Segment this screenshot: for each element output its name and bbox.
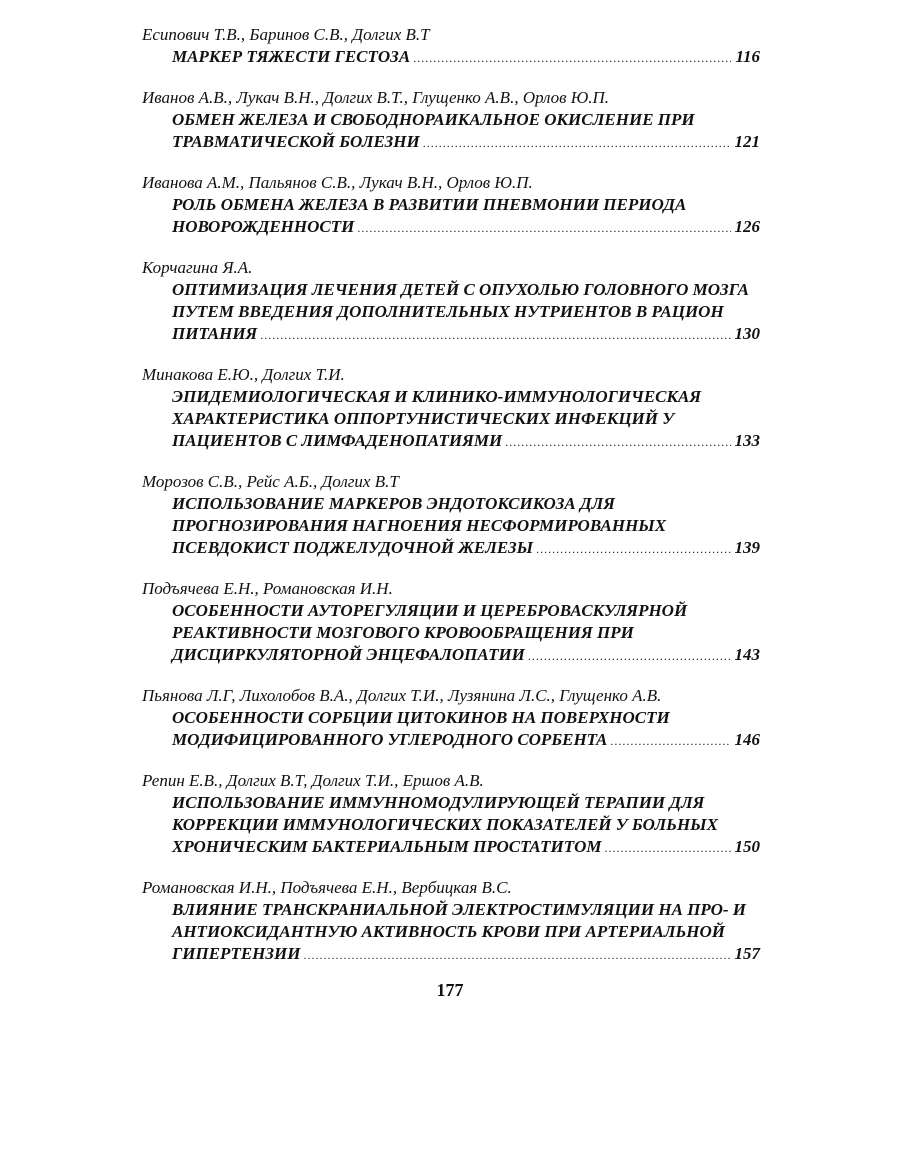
dot-leader [610,730,730,752]
entry-authors: Иванова А.М., Пальянов С.В., Лукач В.Н., Орлов Ю.П. [142,173,533,192]
entry-title-line: ОСОБЕННОСТИ СОРБЦИИ ЦИТОКИНОВ НА ПОВЕРХНОСТИ [172,708,670,727]
entry-title-line: ПУТЕМ ВВЕДЕНИЯ ДОПОЛНИТЕЛЬНЫХ НУТРИЕНТОВ В РАЦИОН [172,302,724,321]
entry-title-last-line [172,943,760,966]
entry-authors: Пьянова Л.Г, Лихолобов В.А., Долгих Т.И., Лузянина Л.С., Глущенко А.В. [142,686,662,705]
dot-leader [528,645,731,667]
entry-title-line: ПРОГНОЗИРОВАНИЯ НАГНОЕНИЯ НЕСФОРМИРОВАННЫХ [172,516,667,535]
entry-title-last-line [172,323,760,346]
entry-title-last-line [172,430,760,453]
entry-authors: Иванов А.В., Лукач В.Н., Долгих В.Т., Глущенко А.В., Орлов Ю.П. [142,88,610,107]
dot-leader [505,431,730,453]
page-number: 177 [436,980,464,1000]
entry-title-line: ПСЕВДОКИСТ ПОДЖЕЛУДОЧНОЙ ЖЕЛЕЗЫ [172,538,534,557]
entry-title-line: МОДИФИЦИРОВАННОГО УГЛЕРОДНОГО СОРБЕНТА [172,730,608,749]
toc-entry [142,87,760,154]
toc-entry [142,877,760,966]
entry-title [172,792,760,859]
entry-page-number: 150 [734,837,760,856]
entry-page-number: 126 [734,217,760,236]
entry-title-line: ДИСЦИРКУЛЯТОРНОЙ ЭНЦЕФАЛОПАТИИ [172,645,525,664]
entry-title-line: РЕАКТИВНОСТИ МОЗГОВОГО КРОВООБРАЩЕНИЯ ПРИ [172,623,634,642]
entry-title-last-line [172,836,760,859]
toc-entry [142,685,760,752]
entry-title-line: ХАРАКТЕРИСТИКА ОППОРТУНИСТИЧЕСКИХ ИНФЕКЦИЙ У [172,409,675,428]
entry-title-line: ОПТИМИЗАЦИЯ ЛЕЧЕНИЯ ДЕТЕЙ С ОПУХОЛЬЮ ГОЛОВНОГО МОЗГА [172,280,749,299]
toc-entry [142,172,760,239]
entry-title-last-line [172,131,760,154]
entry-page-number: 146 [734,730,760,749]
entry-title-last-line [172,216,760,239]
entry-title-line: ИСПОЛЬЗОВАНИЕ МАРКЕРОВ ЭНДОТОКСИКОЗА ДЛЯ [172,494,615,513]
dot-leader [413,47,731,69]
entry-page-number: 143 [734,645,760,664]
entry-authors: Подъячева Е.Н., Романовская И.Н. [142,579,393,598]
entry-title-line: РОЛЬ ОБМЕНА ЖЕЛЕЗА В РАЗВИТИИ ПНЕВМОНИИ ПЕРИОДА [172,195,687,214]
toc-entry [142,770,760,859]
toc-entry [142,471,760,560]
table-of-contents [142,24,760,984]
entry-title-last-line [172,537,760,560]
entry-authors: Есипович Т.В., Баринов С.В., Долгих В.Т [142,25,430,44]
entry-title [172,109,760,154]
entry-title-line: ХРОНИЧЕСКИМ БАКТЕРИАЛЬНЫМ ПРОСТАТИТОМ [172,837,602,856]
entry-page-number: 130 [734,324,760,343]
entry-page-number: 157 [734,944,760,963]
entry-title-line: АНТИОКСИДАНТНУЮ АКТИВНОСТЬ КРОВИ ПРИ АРТЕРИАЛЬНОЙ [172,922,726,941]
entry-title-line: ОСОБЕННОСТИ АУТОРЕГУЛЯЦИИ И ЦЕРЕБРОВАСКУЛЯРНОЙ [172,601,688,620]
dot-leader [357,217,730,239]
dot-leader [423,132,731,154]
entry-title-line: МАРКЕР ТЯЖЕСТИ ГЕСТОЗА [172,47,411,66]
toc-entry [142,257,760,346]
entry-title [172,279,760,346]
entry-page-number: 121 [734,132,760,151]
entry-title [172,493,760,560]
entry-title-line: ГИПЕРТЕНЗИИ [172,944,301,963]
dot-leader [303,944,730,966]
entry-title-last-line [172,644,760,667]
entry-title-line: ТРАВМАТИЧЕСКОЙ БОЛЕЗНИ [172,132,420,151]
entry-title-line: ПИТАНИЯ [172,324,258,343]
entry-title [172,386,760,453]
entry-title-line: ВЛИЯНИЕ ТРАНСКРАНИАЛЬНОЙ ЭЛЕКТРОСТИМУЛЯЦИИ НА ПРО- И [172,900,746,919]
toc-entry [142,364,760,453]
entry-title-last-line [172,729,760,752]
toc-entry [142,578,760,667]
entry-authors: Романовская И.Н., Подъячева Е.Н., Вербицкая В.С. [142,878,512,897]
entry-title [172,46,760,69]
entry-authors: Корчагина Я.А. [142,258,253,277]
dot-leader [536,538,730,560]
entry-page-number: 116 [735,47,760,66]
toc-entry [142,24,760,69]
entry-title-line: ИСПОЛЬЗОВАНИЕ ИММУННОМОДУЛИРУЮЩЕЙ ТЕРАПИИ ДЛЯ [172,793,705,812]
entry-title-line: НОВОРОЖДЕННОСТИ [172,217,355,236]
dot-leader [260,324,730,346]
entry-title-line: КОРРЕКЦИИ ИММУНОЛОГИЧЕСКИХ ПОКАЗАТЕЛЕЙ У БОЛЬНЫХ [172,815,718,834]
entry-title [172,899,760,966]
entry-title-last-line [172,46,760,69]
entry-authors: Репин Е.В., Долгих В.Т, Долгих Т.И., Ершов А.В. [142,771,484,790]
entry-title-line: ПАЦИЕНТОВ С ЛИМФАДЕНОПАТИЯМИ [172,431,503,450]
entry-title [172,707,760,752]
entry-title [172,194,760,239]
entry-page-number: 133 [734,431,760,450]
entry-page-number: 139 [734,538,760,557]
entry-title-line: ЭПИДЕМИОЛОГИЧЕСКАЯ И КЛИНИКО-ИММУНОЛОГИЧЕСКАЯ [172,387,702,406]
entry-title-line: ОБМЕН ЖЕЛЕЗА И СВОБОДНОРАИКАЛЬНОЕ ОКИСЛЕНИЕ ПРИ [172,110,695,129]
entry-title [172,600,760,667]
dot-leader [605,837,731,859]
entry-authors: Минакова Е.Ю., Долгих Т.И. [142,365,345,384]
entry-authors: Морозов С.В., Рейс А.Б., Долгих В.Т [142,472,399,491]
